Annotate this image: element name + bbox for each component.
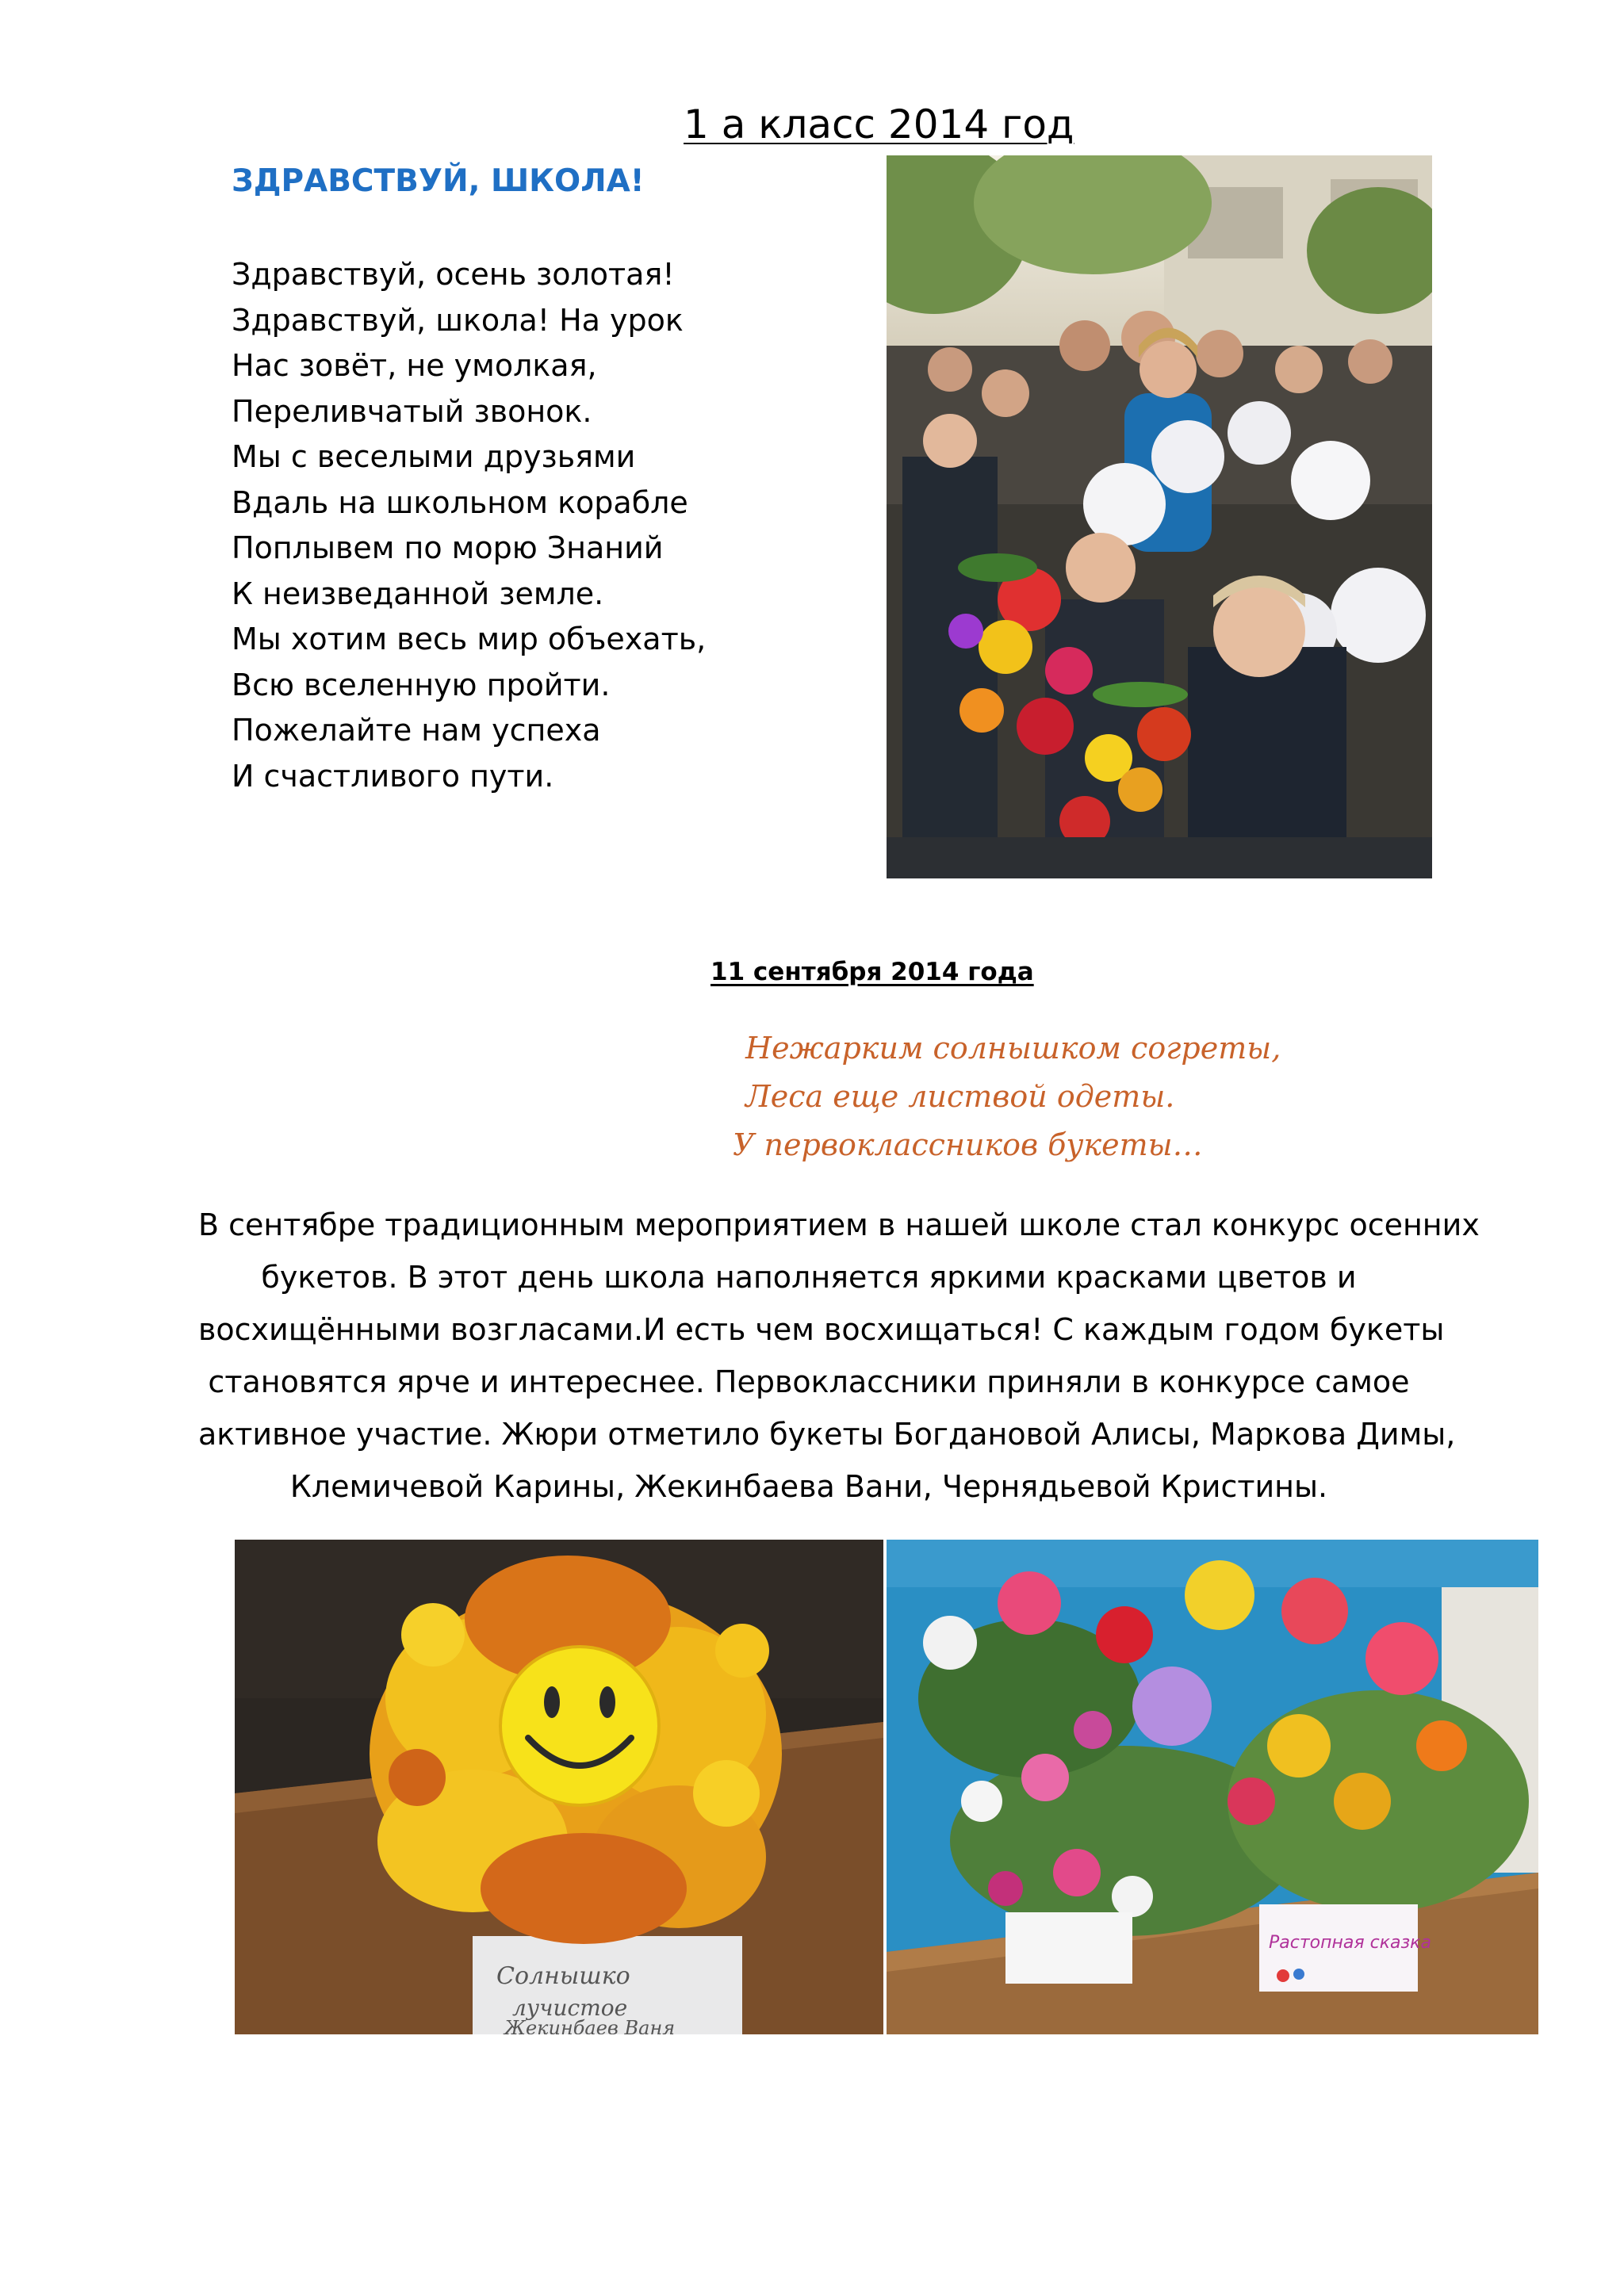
poem-line: Вдаль на школьном корабле [232,484,688,520]
poem-line: Здравствуй, школа! На урок [232,302,684,338]
poem-line: Пожелайте нам успеха [232,713,601,748]
poem-line: И счастливого пути. [232,758,554,794]
poem-line: Здравствуй, осень золотая! [232,257,675,292]
poem-line: Мы хотим весь мир объехать, [232,622,707,656]
article-paragraph [198,1199,1480,1513]
page-title: 1 а класс 2014 год [684,101,1074,147]
event-date: 11 сентября 2014 года [710,958,1034,986]
poem-line: К неизведанной земле. [232,576,604,611]
school-ceremony-illustration [887,155,1432,878]
section-heading: ЗДРАВСТВУЙ, ШКОЛА! [232,163,645,199]
verse-line: У первоклассников букеты… [733,1127,1203,1162]
verse [728,1024,1281,1169]
poem-line: Нас зовёт, не умолкая, [232,348,597,383]
bouquet-card-label: Растопная сказка [1269,1933,1431,1953]
paragraph-line: В сентябре традиционным мероприятием в нашей школе стал конкурс осенних [198,1207,1480,1242]
smiley-card-line: лучистое [512,1995,628,2021]
smiley-card-line: Солнышко [496,1962,630,1990]
flower-bouquets-illustration [887,1540,1538,2034]
flower-bouquets-photo [887,1540,1538,2034]
school-ceremony-photo [887,155,1432,878]
poem-line: Поплывем по морю Знаний [232,530,664,565]
paragraph-line: восхищёнными возгласами.И есть чем восхищаться! С каждым годом букеты [198,1312,1445,1347]
poem-line: Переливчатый звонок. [232,393,592,429]
smiley-bouquet-illustration [235,1540,883,2034]
smiley-bouquet-photo [235,1540,883,2034]
poem-line: Всю вселенную пройти. [232,667,611,702]
poem-line: Мы с веселыми друзьями [232,439,636,474]
paragraph-line: букетов. В этот день школа наполняется яркими красками цветов и [261,1260,1357,1295]
verse-line: Леса еще листвой одеты. [745,1079,1175,1114]
smiley-card-line: Жекинбаев Ваня [504,2017,676,2034]
poem [232,252,706,799]
paragraph-line: Клемичевой Карины, Жекинбаева Вани, Чернядьевой Кристины. [289,1469,1328,1504]
paragraph-line: становятся ярче и интереснее. Первоклассники приняли в конкурсе самое [208,1364,1410,1399]
paragraph-line: активное участие. Жюри отметило букеты Богдановой Алисы, Маркова Димы, [198,1417,1456,1452]
verse-line: Нежарким солнышком согреты, [745,1031,1281,1066]
